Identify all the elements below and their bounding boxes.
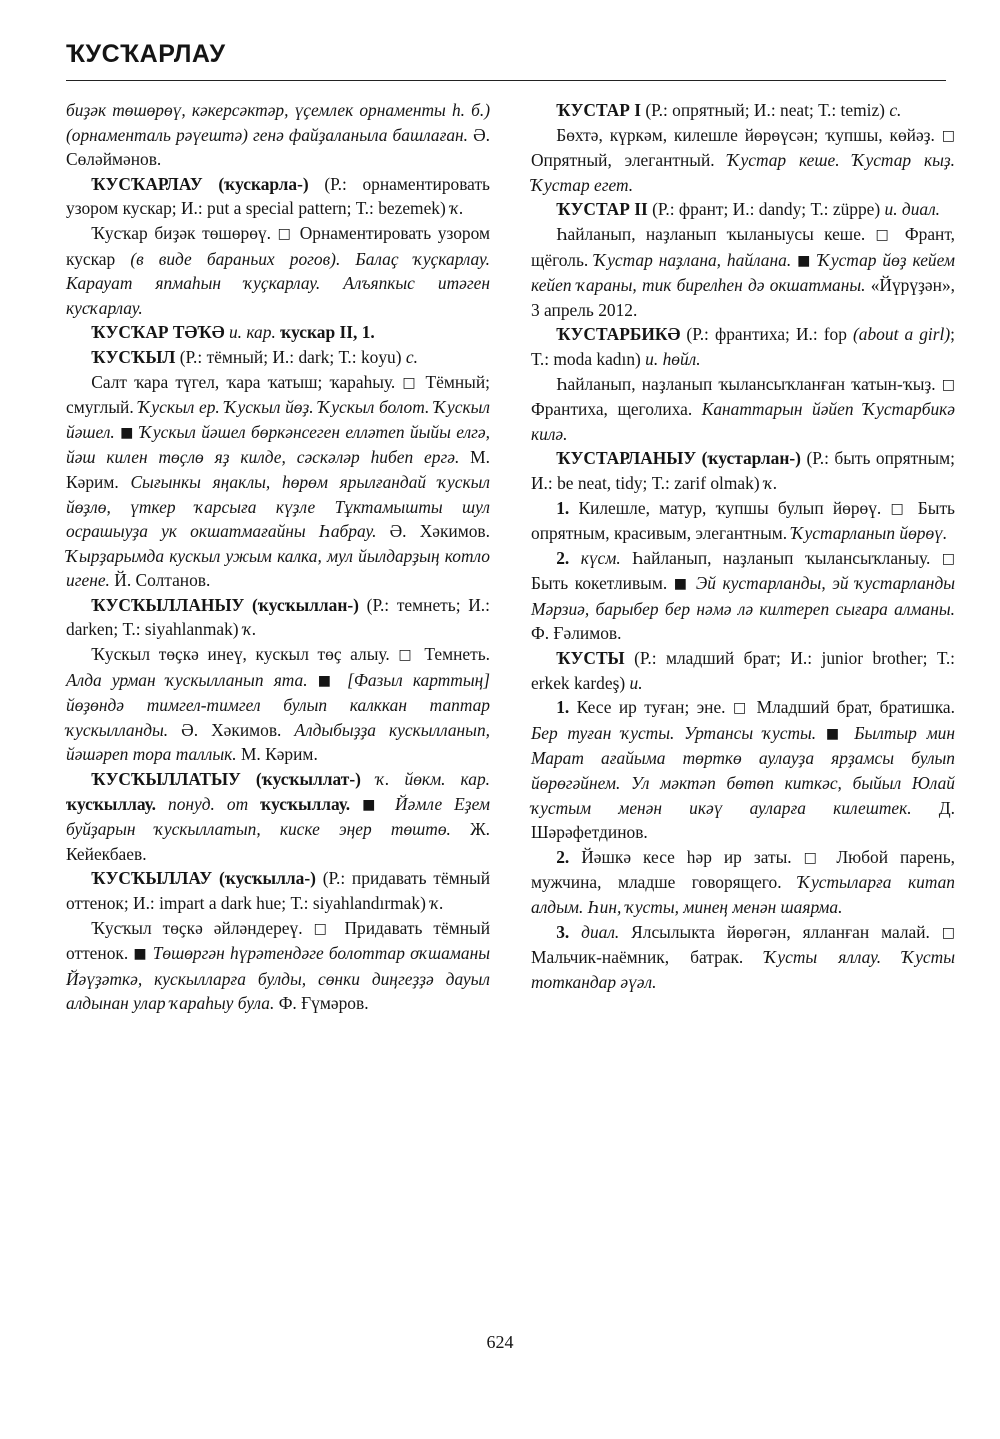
black-square-icon: ■ <box>825 725 845 742</box>
black-square-icon: ■ <box>362 796 384 813</box>
header-rule <box>66 80 946 81</box>
entry-definition <box>531 222 955 322</box>
headword: ҠУСҠАРЛАУ <box>91 173 203 194</box>
black-square-icon: ■ <box>317 672 337 689</box>
gloss-note: (about a girl) <box>853 324 951 345</box>
headword: ҠУСҠЫЛЛАТЫУ <box>91 769 241 790</box>
quote: Сығынкы яңаклы, һөрөм ярылғандай ҡускыл йөҙлө, үткер ҡарсыға күҙле Тұктамышты шул осрашыуҙа ук окшатмағайны Һабрау. <box>66 471 490 542</box>
russian-definition: Франтиха, щеголиха. <box>531 399 702 420</box>
white-square-icon: □ <box>941 924 956 941</box>
headword: ҠУСТАР I <box>556 100 641 120</box>
pos-label: и. һөйл. <box>640 348 701 369</box>
right-column <box>531 98 955 994</box>
russian-definition: Быть опрятным, красивым, элегантным. <box>531 497 955 544</box>
page-number: 624 <box>486 1332 514 1352</box>
entry-definition <box>531 123 955 198</box>
definition: Кесе ир туған; эне. <box>569 697 733 718</box>
black-square-icon: ■ <box>133 946 148 963</box>
definition: Ҡусҡар биҙәк төшөрөү. <box>91 222 278 243</box>
translations: (Р.: темнеть; И.: darken; Т.: siyahlanmak) <box>66 594 490 640</box>
russian-definition: Франт, щёголь. <box>531 223 956 270</box>
definition: Бөхтә, күркәм, килешле йөрөүсән; ҡупшы, көйәҙ. <box>556 124 942 145</box>
pos-label: с. <box>401 346 418 367</box>
definition: Һайланып, наҙланып ҡылансыҡланған ҡатын-ҡыҙ. <box>556 373 942 394</box>
translations: (Р.: франт; И.: dandy; Т.: züppe) <box>647 199 881 220</box>
examples: Бер туған ҡусты. Уртансы ҡусты. <box>531 722 826 743</box>
white-square-icon: □ <box>732 700 750 717</box>
russian-definition: Мальчик-наёмник, батрак. <box>531 947 765 968</box>
sense-number: 1. <box>556 697 570 718</box>
quote: Ҡустар йөҙ кейем кейеп ҡараны, тик бирелһен дә окшатманы. <box>531 249 955 296</box>
examples: Ҡустар наҙлана, һайлана. <box>594 249 798 270</box>
white-square-icon: □ <box>875 226 895 243</box>
entry-definition <box>531 372 955 447</box>
examples: Ҡусты яллау. Ҡусты тоткандар әүәл. <box>531 947 955 992</box>
citation: Й. Солтанов. <box>109 570 211 591</box>
definition: Ялсылыкта йөрөгән, ялланған малай. <box>619 921 942 942</box>
russian-definition: Темнеть. <box>415 644 491 665</box>
definition: Ҡускыл төҫкә инеү, кускыл төҫ алыу. <box>91 644 399 665</box>
headword: ҠУСҠЫЛЛАУ <box>91 868 213 889</box>
entry-kuskyllanyu <box>66 593 490 642</box>
headword: ҠУСҠЫЛ <box>91 346 176 367</box>
entry-definition <box>66 916 490 1016</box>
entry-definition <box>66 642 490 767</box>
translations: (Р.: быть опрятным; И.: be neat, tidy; Т.: zarif olmak) <box>531 448 955 493</box>
pos-label: и. <box>625 672 643 693</box>
pos-label: ҡ. йөкм. кар. <box>360 769 490 790</box>
sense-1 <box>531 695 955 845</box>
headword: ҠУСТАРЛАНЫУ <box>556 448 697 469</box>
entry-kuskyl <box>66 345 490 370</box>
examples: Ҡустыларға китап алдым. Һин, ҡусты, минең менән шаярма. <box>531 872 955 917</box>
left-column <box>66 98 490 1016</box>
quote: [Фазыл карттың] йөҙөндә тимгел-тимгел булып калккан таптар ҡускылланды. <box>66 669 491 740</box>
citation: Д. Шәрәфетдинов. <box>531 797 955 843</box>
headword: ҠУСТАРБИКӘ <box>556 324 681 345</box>
white-square-icon: □ <box>803 849 825 866</box>
sense-1 <box>531 496 955 546</box>
sense-number: 2. <box>556 547 570 568</box>
quote: Йәмле Еҙем буйҙарын ҡускыллатып, киске эңер төштө. <box>66 793 490 840</box>
black-square-icon: ■ <box>673 576 690 593</box>
pos-label: ҡ. <box>425 893 444 913</box>
pos-label: диал. <box>569 921 620 942</box>
russian-definition: Быть кокетливым. <box>531 573 674 594</box>
citation: «Йүрүҙән», 3 апрель 2012. <box>531 275 955 320</box>
headword: ҠУСТЫ <box>556 648 625 669</box>
examples: Канаттарын йәйеп Ҡустарбикә килә. <box>531 399 956 444</box>
definition: Йәшкә кесе һәр ир заты. <box>569 846 804 867</box>
entry-kuskyllau <box>66 866 490 915</box>
pos-label: и. кар. <box>224 322 276 343</box>
citation: Ф. Ғәлимов. <box>531 623 622 644</box>
headword-form: (ҡустарлан-) <box>696 448 801 469</box>
white-square-icon: □ <box>398 647 416 664</box>
examples: Ҡустарланып йөрөү. <box>791 523 948 544</box>
entry-kustar-2 <box>531 197 955 222</box>
cross-reference: ҡусҡыллау. <box>248 793 363 814</box>
cross-reference: ҡусҡыллау. <box>66 793 157 814</box>
quote: Ҡускыл йәшел бөркәнсеген елләтеп йыйы елгә, йәш килен тө‌ҫлө яҙ килде, сәскәләр һибеп ергә. <box>66 421 490 468</box>
translations: ; Т.: moda kadın) <box>531 324 955 369</box>
headword-form: (ҡускарла-) <box>202 173 309 194</box>
running-header <box>66 40 946 69</box>
citation: Ә. Сөләймәнов. <box>66 124 490 170</box>
pos-label: күсм. <box>569 547 621 568</box>
citation: Ф. Ғүмәров. <box>274 993 369 1014</box>
sense-2 <box>531 546 955 646</box>
white-square-icon: □ <box>402 374 419 391</box>
headword-form: (ҡусҡылла-) <box>212 868 316 889</box>
citation: Ж. Кейекбаев. <box>66 819 491 864</box>
translations: (Р.: тёмный; И.: dark; Т.: koyu) <box>175 346 402 367</box>
entry-definition <box>66 370 490 593</box>
entry-kusty <box>531 646 955 695</box>
entry-continuation <box>66 98 490 172</box>
entry-kustarlanyu <box>531 446 955 495</box>
sense-number: 1. <box>556 497 570 518</box>
citation: М. Кәрим. <box>66 447 490 492</box>
headword-form: (ҡусҡыллан-) <box>244 594 359 615</box>
definition: Килешле, матур, ҡупшы булып йөрөү. <box>569 497 891 518</box>
quote: Алдыбыҙҙа кускылланып, йәшәреп тора таллык. <box>66 719 490 765</box>
pos-label: ҡ. <box>238 619 257 640</box>
white-square-icon: □ <box>941 127 955 144</box>
sense-number: 3. <box>556 921 570 942</box>
example-text: биҙәк төшөрөү, кәкерсәктәр, үҫемлек орнаменты һ. б.) (орнаменталь рәүештә) генә файҙаланыла башлаған. <box>66 100 490 145</box>
examples: Алда урман ҡускылланып ята. <box>66 669 318 690</box>
citation: Ә. Хәкимов. <box>168 719 295 740</box>
translations: (Р.: младший брат; И.: junior brother; Т.: erkek kardeş) <box>531 648 955 693</box>
white-square-icon: □ <box>277 225 294 242</box>
black-square-icon: ■ <box>797 252 812 269</box>
russian-definition: Любой парень, мужчина, младше говорящего. <box>531 846 956 893</box>
pos-label: понуд. от <box>156 793 249 814</box>
russian-definition: Орнаментировать узором кускар <box>66 222 490 269</box>
entry-kustarbika <box>531 322 955 371</box>
russian-definition: Младший брат, братишка. <box>749 697 956 718</box>
cross-reference: ҡускар II, 1. <box>275 322 375 343</box>
definition: Һайланып, наҙланып ҡыланыусы кеше. <box>556 223 876 244</box>
russian-definition: Опрятный, элегантный. <box>531 150 728 171</box>
entry-kuskar-taka <box>66 320 490 345</box>
headword-form: (ҡусҡыллат-) <box>240 769 361 790</box>
entry-kuskarlau <box>66 172 490 221</box>
sense-3 <box>531 920 955 995</box>
examples: Ҡускыл ер. Ҡускыл йөҙ. Ҡускыл болот. Ҡускыл йәшел. <box>66 397 490 442</box>
examples: Ҡустар кеше. Ҡустар кыҙ. Ҡустар егет. <box>531 150 955 195</box>
entry-kuskyllatyu <box>66 767 490 866</box>
definition: Ҡусҡыл төҫкә әйләндереү. <box>91 917 314 938</box>
entry-kustar-1 <box>531 98 955 123</box>
translations: (Р.: придавать тёмный оттенок; И.: impart a dark hue; Т.: siyahlandırmak) <box>66 868 490 913</box>
pos-label: с. <box>884 100 902 120</box>
citation: Ә. Хәкимов. <box>376 521 490 542</box>
white-square-icon: □ <box>941 376 955 393</box>
translations: (Р.: орнаментировать узором кускар; И.: put a special pattern; Т.: bezemek) <box>66 173 490 219</box>
entry-definition <box>66 221 490 320</box>
headword: ҠУСТАР II <box>556 199 648 220</box>
pos-label: и. диал. <box>880 199 941 220</box>
definition: Салт ҡара түгел, ҡара ҡатыш; ҡараһыу. <box>91 371 403 392</box>
translations: (Р.: опрятный; И.: neat; Т.: temiz) <box>640 100 885 120</box>
definition: Һайланып, наҙланып ҡылансыҡланыу. <box>620 547 942 568</box>
white-square-icon: □ <box>941 550 955 567</box>
pos-label: ҡ. <box>445 198 464 219</box>
russian-definition: Придавать тёмный оттенок. <box>66 917 491 964</box>
sense-2 <box>531 845 955 920</box>
quote: Төшөргән һүрәтендәге болоттар оҡшаманы Йәүҙәткә, кускылларға булды, сөнки диңгеҙҙә дауыл алдынан улар ҡараһыу була. <box>66 943 491 1014</box>
headword: ҠУСҠЫЛЛАНЫУ <box>91 594 245 615</box>
sense-number: 2. <box>556 846 570 867</box>
white-square-icon: □ <box>890 500 909 517</box>
quote: Ҡырҙарымда кускыл ужым калка, мул йылдарҙың котло игене. <box>66 545 490 591</box>
headword: ҠУСҠАР ТӘҠӘ <box>91 322 225 343</box>
white-square-icon: □ <box>313 920 334 937</box>
header-title: ҠУСҠАРЛАУ <box>66 40 226 68</box>
citation: М. Кәрим. <box>236 744 318 765</box>
pos-label: ҡ. <box>759 472 778 493</box>
quote: Былтыр мин Марат ағайыма төрткө аулауҙа ярҙамсы булып йөрөгәйнем. Ул мәктәп бөтөп киткәс, быйыл Юлай ҡустым менән икәү ауларға килештек. <box>531 722 955 818</box>
russian-definition: Тёмный; смуглый. <box>66 371 491 418</box>
black-square-icon: ■ <box>120 424 135 441</box>
translations: (Р.: франтиха; И.: fop <box>680 324 853 345</box>
examples: (в виде бараньих рогов). Балаҫ ҡуҫкарлау. Карауат япмаһын ҡуҫкарлау. Алъяпкыс итәген кусҡарлау. <box>66 248 490 318</box>
quote: Эй кустарланды, эй ҡустарланды Мәрзиә, барыбер бер нәмә лә килтереп сығара алманы. <box>531 573 956 619</box>
